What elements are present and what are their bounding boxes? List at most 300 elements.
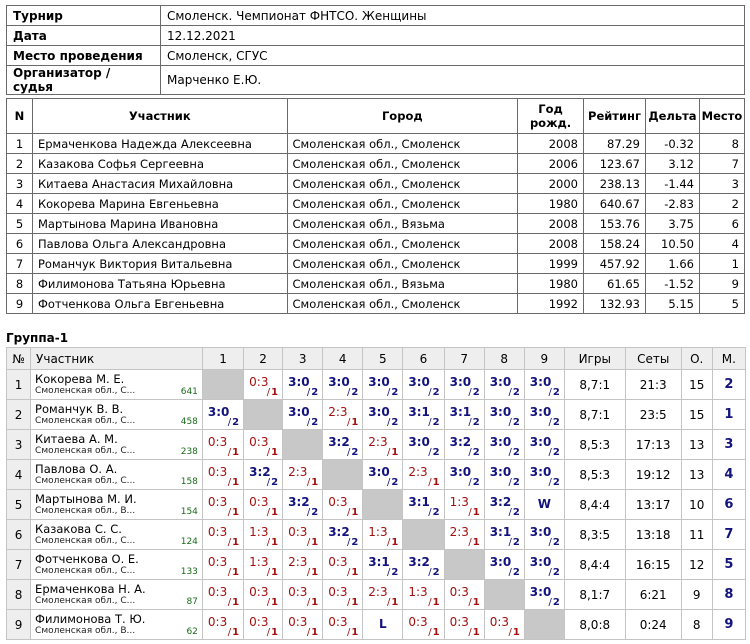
participant-cell: 2006 bbox=[518, 154, 584, 174]
match-points: / 1 bbox=[267, 447, 278, 458]
place-value: 5 bbox=[724, 557, 734, 572]
group-header-player: Участник bbox=[31, 348, 203, 370]
match-cell bbox=[444, 520, 484, 550]
info-value: Марченко Е.Ю. bbox=[161, 66, 745, 95]
group-player bbox=[31, 520, 203, 550]
match-score: 3:0 bbox=[529, 465, 552, 479]
match-score: 0:3 bbox=[207, 525, 228, 539]
match-cell bbox=[444, 460, 484, 490]
group-player bbox=[31, 580, 203, 610]
group-place bbox=[712, 580, 745, 610]
match-points: / 2 bbox=[468, 387, 479, 398]
group-sets: 21:3 bbox=[625, 370, 681, 400]
match-score: 3:0 bbox=[408, 375, 430, 389]
match-points: / 1 bbox=[267, 627, 278, 638]
match-cell bbox=[484, 400, 524, 430]
group-sets: 23:5 bbox=[625, 400, 681, 430]
participants-header: Рейтинг bbox=[584, 99, 646, 134]
info-value: Смоленск, СГУС bbox=[161, 46, 745, 66]
group-row-number: 7 bbox=[7, 550, 31, 580]
player-name: Павлова О. А. bbox=[35, 462, 118, 476]
match-points: / 1 bbox=[307, 597, 318, 608]
participant-cell: 457.92 bbox=[584, 254, 646, 274]
group-sets: 13:17 bbox=[625, 490, 681, 520]
participant-cell: Смоленская обл., Смоленск bbox=[287, 234, 518, 254]
match-score: 0:3 bbox=[408, 615, 428, 629]
group-title: Группа-1 bbox=[6, 331, 69, 345]
match-score: 1:3 bbox=[449, 495, 469, 509]
info-row bbox=[7, 66, 745, 95]
match-score: 3:0 bbox=[288, 405, 310, 419]
group-header-opponent: 3 bbox=[283, 348, 323, 370]
participant-row bbox=[7, 194, 745, 214]
match-cell bbox=[524, 370, 564, 400]
match-score: 3:0 bbox=[489, 435, 512, 449]
match-cell bbox=[484, 490, 524, 520]
match-cell bbox=[323, 550, 363, 580]
match-points: / 2 bbox=[549, 387, 560, 398]
match-score: 2:3 bbox=[408, 465, 428, 479]
info-value: Смоленск. Чемпионат ФНТСО. Женщины bbox=[161, 6, 745, 26]
group-row bbox=[7, 520, 746, 550]
group-row bbox=[7, 370, 746, 400]
player-rating: 124 bbox=[180, 537, 198, 547]
match-cell bbox=[484, 460, 524, 490]
match-score: 0:3 bbox=[207, 465, 228, 479]
match-points: / 2 bbox=[267, 477, 278, 488]
match-score: 2:3 bbox=[288, 465, 308, 479]
match-points: / 1 bbox=[307, 627, 318, 638]
match-score: 0:3 bbox=[288, 615, 308, 629]
match-cell bbox=[363, 430, 403, 460]
group-sets: 6:21 bbox=[625, 580, 681, 610]
match-score: 2:3 bbox=[368, 585, 388, 599]
group-results-table bbox=[6, 347, 746, 640]
match-cell bbox=[323, 610, 363, 640]
match-cell bbox=[244, 490, 283, 520]
match-points: / 2 bbox=[347, 537, 358, 548]
player-rating: 87 bbox=[186, 597, 198, 607]
self-cell bbox=[283, 430, 323, 460]
player-name: Филимонова Т. Ю. bbox=[35, 612, 146, 626]
group-place bbox=[712, 550, 745, 580]
match-points: / 1 bbox=[387, 447, 398, 458]
match-cell bbox=[202, 580, 243, 610]
place-value: 9 bbox=[724, 617, 734, 632]
match-cell bbox=[244, 460, 283, 490]
match-score: 3:1 bbox=[489, 525, 512, 539]
match-cell bbox=[444, 430, 484, 460]
match-cell bbox=[202, 430, 243, 460]
participant-cell: 2000 bbox=[518, 174, 584, 194]
match-score: 0:3 bbox=[328, 495, 348, 509]
participant-cell: 3 bbox=[7, 174, 33, 194]
match-points: / 2 bbox=[428, 507, 439, 518]
match-cell bbox=[444, 490, 484, 520]
participant-cell: 61.65 bbox=[584, 274, 646, 294]
place-value: 6 bbox=[724, 497, 734, 512]
player-rating: 133 bbox=[180, 567, 198, 577]
match-score: 3:0 bbox=[489, 405, 512, 419]
match-cell bbox=[244, 550, 283, 580]
match-cell bbox=[283, 610, 323, 640]
match-points: / 1 bbox=[228, 627, 239, 638]
match-cell bbox=[244, 370, 283, 400]
match-cell bbox=[202, 550, 243, 580]
participant-cell: 2 bbox=[7, 154, 33, 174]
match-score: 0:3 bbox=[207, 495, 228, 509]
match-score: 3:0 bbox=[408, 435, 430, 449]
group-header-opponent: 8 bbox=[484, 348, 524, 370]
group-header-opponent: 2 bbox=[244, 348, 283, 370]
match-score: 3:0 bbox=[529, 405, 552, 419]
match-cell bbox=[323, 400, 363, 430]
participant-cell: 1980 bbox=[518, 194, 584, 214]
match-score: 3:0 bbox=[368, 465, 390, 479]
match-cell bbox=[524, 400, 564, 430]
group-header-points: О. bbox=[681, 348, 712, 370]
match-score: 3:0 bbox=[449, 465, 472, 479]
participants-header: Дельта bbox=[645, 99, 699, 134]
info-label: Место проведения bbox=[7, 46, 161, 66]
participant-cell: 8 bbox=[7, 274, 33, 294]
player-name: Фотченкова О. Е. bbox=[35, 552, 139, 566]
participant-cell: 2008 bbox=[518, 134, 584, 154]
match-score: 3:0 bbox=[288, 375, 310, 389]
participant-cell: 9 bbox=[699, 274, 744, 294]
player-name: Кокорева М. Е. bbox=[35, 372, 125, 386]
match-points: / 1 bbox=[347, 597, 358, 608]
group-header-opponent: 1 bbox=[202, 348, 243, 370]
match-cell bbox=[283, 460, 323, 490]
group-place bbox=[712, 370, 745, 400]
player-rating: 154 bbox=[180, 507, 198, 517]
match-cell bbox=[403, 460, 444, 490]
participant-cell: Павлова Ольга Александровна bbox=[32, 234, 287, 254]
participant-cell: 5 bbox=[699, 294, 744, 314]
match-points: / 1 bbox=[228, 537, 239, 548]
group-player bbox=[31, 490, 203, 520]
group-games: 8,5:3 bbox=[564, 430, 625, 460]
match-cell bbox=[363, 550, 403, 580]
match-points: / 2 bbox=[347, 387, 358, 398]
player-name: Казакова С. С. bbox=[35, 522, 122, 536]
match-score: 3:0 bbox=[207, 405, 230, 419]
group-header-place: М. bbox=[712, 348, 745, 370]
group-games: 8,7:1 bbox=[564, 400, 625, 430]
match-score: 0:3 bbox=[328, 615, 348, 629]
participant-row bbox=[7, 234, 745, 254]
participant-cell: 153.76 bbox=[584, 214, 646, 234]
participant-cell: 640.67 bbox=[584, 194, 646, 214]
player-name: Китаева А. М. bbox=[35, 432, 118, 446]
participant-cell: 4 bbox=[699, 234, 744, 254]
participant-cell: Смоленская обл., Смоленск bbox=[287, 154, 518, 174]
match-points: / 1 bbox=[387, 597, 398, 608]
group-place bbox=[712, 400, 745, 430]
group-place bbox=[712, 520, 745, 550]
player-rating: 641 bbox=[180, 387, 198, 397]
player-city: Смоленская обл., В... bbox=[35, 506, 136, 516]
self-cell bbox=[244, 400, 283, 430]
match-points: / 2 bbox=[508, 537, 519, 548]
participant-cell: 132.93 bbox=[584, 294, 646, 314]
group-games: 8,7:1 bbox=[564, 370, 625, 400]
group-row-number: 4 bbox=[7, 460, 31, 490]
participant-cell: Кокорева Марина Евгеньевна bbox=[32, 194, 287, 214]
participant-cell: 2008 bbox=[518, 234, 584, 254]
match-points: / 1 bbox=[228, 447, 239, 458]
group-row bbox=[7, 400, 746, 430]
player-rating: 62 bbox=[186, 627, 198, 637]
player-name: Романчук В. В. bbox=[35, 402, 124, 416]
match-points: / 2 bbox=[508, 567, 519, 578]
match-cell bbox=[323, 370, 363, 400]
match-points: / 2 bbox=[347, 447, 358, 458]
match-points: / 1 bbox=[387, 537, 398, 548]
match-points: / 2 bbox=[307, 387, 318, 398]
match-score: 3:2 bbox=[249, 465, 271, 479]
participant-cell: Фотченкова Ольга Евгеньевна bbox=[32, 294, 287, 314]
group-header-opponent: 6 bbox=[403, 348, 444, 370]
group-games: 8,4:4 bbox=[564, 550, 625, 580]
match-points: / 2 bbox=[428, 417, 439, 428]
participant-cell: -1.44 bbox=[645, 174, 699, 194]
player-name: Ермаченкова Н. А. bbox=[35, 582, 146, 596]
match-score: 0:3 bbox=[207, 585, 228, 599]
group-header-opponent: 7 bbox=[444, 348, 484, 370]
match-cell bbox=[323, 580, 363, 610]
participant-cell: Мартынова Марина Ивановна bbox=[32, 214, 287, 234]
participant-cell: 3 bbox=[699, 174, 744, 194]
group-sets: 16:15 bbox=[625, 550, 681, 580]
match-cell bbox=[444, 400, 484, 430]
match-points: / 1 bbox=[428, 597, 439, 608]
match-cell bbox=[363, 370, 403, 400]
match-points: / 2 bbox=[307, 507, 318, 518]
group-place bbox=[712, 430, 745, 460]
participant-cell: 123.67 bbox=[584, 154, 646, 174]
match-score: 1:3 bbox=[368, 525, 388, 539]
match-points: / 2 bbox=[387, 387, 398, 398]
place-value: 1 bbox=[724, 407, 734, 422]
group-points: 13 bbox=[681, 460, 712, 490]
match-score: 3:1 bbox=[449, 405, 472, 419]
match-cell bbox=[202, 460, 243, 490]
match-cell bbox=[283, 490, 323, 520]
tournament-info-table bbox=[6, 5, 745, 95]
participant-cell: Смоленская обл., Смоленск bbox=[287, 294, 518, 314]
player-rating: 158 bbox=[180, 477, 198, 487]
match-cell bbox=[244, 580, 283, 610]
group-sets: 17:13 bbox=[625, 430, 681, 460]
group-place bbox=[712, 490, 745, 520]
match-points: / 2 bbox=[508, 447, 519, 458]
match-points: / 1 bbox=[468, 627, 479, 638]
player-name: Мартынова М. И. bbox=[35, 492, 137, 506]
group-points: 11 bbox=[681, 520, 712, 550]
self-cell bbox=[363, 490, 403, 520]
match-points: / 2 bbox=[549, 447, 560, 458]
match-points: / 1 bbox=[347, 417, 358, 428]
participant-cell: -1.52 bbox=[645, 274, 699, 294]
match-score: 3:1 bbox=[408, 495, 430, 509]
match-score: 3:0 bbox=[529, 555, 552, 569]
self-cell bbox=[484, 580, 524, 610]
match-cell bbox=[202, 490, 243, 520]
walkover-mark: L bbox=[379, 617, 387, 631]
participant-row bbox=[7, 294, 745, 314]
group-player bbox=[31, 610, 203, 640]
match-score: 3:0 bbox=[489, 465, 512, 479]
group-row-number: 5 bbox=[7, 490, 31, 520]
match-points: / 2 bbox=[549, 567, 560, 578]
player-city: Смоленская обл., С... bbox=[35, 386, 136, 396]
match-points: / 2 bbox=[508, 507, 519, 518]
info-row bbox=[7, 26, 745, 46]
match-score: 2:3 bbox=[288, 555, 308, 569]
participant-cell: 4 bbox=[7, 194, 33, 214]
info-label: Турнир bbox=[7, 6, 161, 26]
match-score: 0:3 bbox=[449, 615, 469, 629]
match-points: / 2 bbox=[508, 387, 519, 398]
info-label: Дата bbox=[7, 26, 161, 46]
match-points: / 2 bbox=[428, 567, 439, 578]
info-row bbox=[7, 46, 745, 66]
match-score: 3:0 bbox=[489, 555, 512, 569]
match-points: / 2 bbox=[307, 417, 318, 428]
participant-cell: Китаева Анастасия Михайловна bbox=[32, 174, 287, 194]
participant-cell: 7 bbox=[7, 254, 33, 274]
match-cell bbox=[444, 580, 484, 610]
group-points: 10 bbox=[681, 490, 712, 520]
match-score: 2:3 bbox=[328, 405, 348, 419]
group-row-number: 9 bbox=[7, 610, 31, 640]
match-points: / 1 bbox=[307, 537, 318, 548]
match-points: / 2 bbox=[428, 447, 439, 458]
participant-cell: -0.32 bbox=[645, 134, 699, 154]
group-row bbox=[7, 430, 746, 460]
match-points: / 2 bbox=[549, 537, 560, 548]
match-score: 0:3 bbox=[207, 555, 228, 569]
match-score: 3:0 bbox=[529, 435, 552, 449]
match-cell bbox=[283, 580, 323, 610]
place-value: 2 bbox=[724, 377, 734, 392]
match-cell bbox=[323, 490, 363, 520]
match-cell bbox=[524, 460, 564, 490]
match-points: / 1 bbox=[267, 387, 278, 398]
group-row bbox=[7, 490, 746, 520]
match-points: / 1 bbox=[267, 507, 278, 518]
match-points: / 2 bbox=[228, 417, 239, 428]
match-score: 0:3 bbox=[249, 375, 269, 389]
match-cell bbox=[363, 520, 403, 550]
match-score: 3:0 bbox=[328, 375, 350, 389]
match-score: 0:3 bbox=[328, 555, 348, 569]
match-cell bbox=[202, 520, 243, 550]
player-city: Смоленская обл., С... bbox=[35, 536, 136, 546]
match-points: / 1 bbox=[267, 567, 278, 578]
match-cell bbox=[244, 610, 283, 640]
participant-cell: 7 bbox=[699, 154, 744, 174]
participant-cell: 3.12 bbox=[645, 154, 699, 174]
match-score: 3:2 bbox=[328, 525, 350, 539]
participants-header: N bbox=[7, 99, 33, 134]
participants-table bbox=[6, 98, 745, 314]
match-cell bbox=[403, 400, 444, 430]
participant-cell: 10.50 bbox=[645, 234, 699, 254]
group-header-opponent: 5 bbox=[363, 348, 403, 370]
match-points: / 2 bbox=[549, 597, 560, 608]
place-value: 8 bbox=[724, 587, 734, 602]
participants-header: Участник bbox=[32, 99, 287, 134]
participant-cell: -2.83 bbox=[645, 194, 699, 214]
group-row-number: 8 bbox=[7, 580, 31, 610]
participant-cell: 1980 bbox=[518, 274, 584, 294]
match-score: 3:0 bbox=[368, 405, 390, 419]
match-points: / 2 bbox=[508, 417, 519, 428]
match-points: / 1 bbox=[428, 627, 439, 638]
group-row-number: 2 bbox=[7, 400, 31, 430]
match-cell bbox=[244, 520, 283, 550]
match-score: 0:3 bbox=[328, 585, 348, 599]
match-points: / 1 bbox=[347, 567, 358, 578]
group-header-opponent: 4 bbox=[323, 348, 363, 370]
match-cell bbox=[283, 370, 323, 400]
participant-cell: 1 bbox=[7, 134, 33, 154]
match-cell bbox=[524, 490, 564, 520]
participant-cell: 87.29 bbox=[584, 134, 646, 154]
match-points: / 1 bbox=[228, 567, 239, 578]
match-cell bbox=[244, 430, 283, 460]
participant-cell: 6 bbox=[699, 214, 744, 234]
group-header-sets: Сеты bbox=[625, 348, 681, 370]
match-cell bbox=[283, 400, 323, 430]
participants-header: Место bbox=[699, 99, 744, 134]
participants-header: Город bbox=[287, 99, 518, 134]
info-value: 12.12.2021 bbox=[161, 26, 745, 46]
group-sets: 13:18 bbox=[625, 520, 681, 550]
group-row bbox=[7, 610, 746, 640]
group-points: 9 bbox=[681, 580, 712, 610]
participant-cell: 9 bbox=[7, 294, 33, 314]
match-cell bbox=[444, 610, 484, 640]
participant-row bbox=[7, 134, 745, 154]
participant-cell: 6 bbox=[7, 234, 33, 254]
participant-cell: 2008 bbox=[518, 214, 584, 234]
match-cell bbox=[484, 430, 524, 460]
participant-cell: Смоленская обл., Вязьма bbox=[287, 274, 518, 294]
match-cell bbox=[403, 430, 444, 460]
group-sets: 19:12 bbox=[625, 460, 681, 490]
match-points: / 1 bbox=[468, 507, 479, 518]
participant-cell: 1.66 bbox=[645, 254, 699, 274]
self-cell bbox=[202, 370, 243, 400]
group-points: 15 bbox=[681, 400, 712, 430]
match-points: / 1 bbox=[228, 507, 239, 518]
group-points: 8 bbox=[681, 610, 712, 640]
participant-cell: 8 bbox=[699, 134, 744, 154]
participant-cell: 1999 bbox=[518, 254, 584, 274]
participant-row bbox=[7, 274, 745, 294]
match-score: 3:0 bbox=[449, 375, 472, 389]
match-score: 3:1 bbox=[408, 405, 430, 419]
match-score: 3:2 bbox=[288, 495, 310, 509]
match-cell bbox=[363, 460, 403, 490]
match-score: 3:0 bbox=[529, 585, 552, 599]
player-city: Смоленская обл., В... bbox=[35, 626, 136, 636]
participant-row bbox=[7, 254, 745, 274]
